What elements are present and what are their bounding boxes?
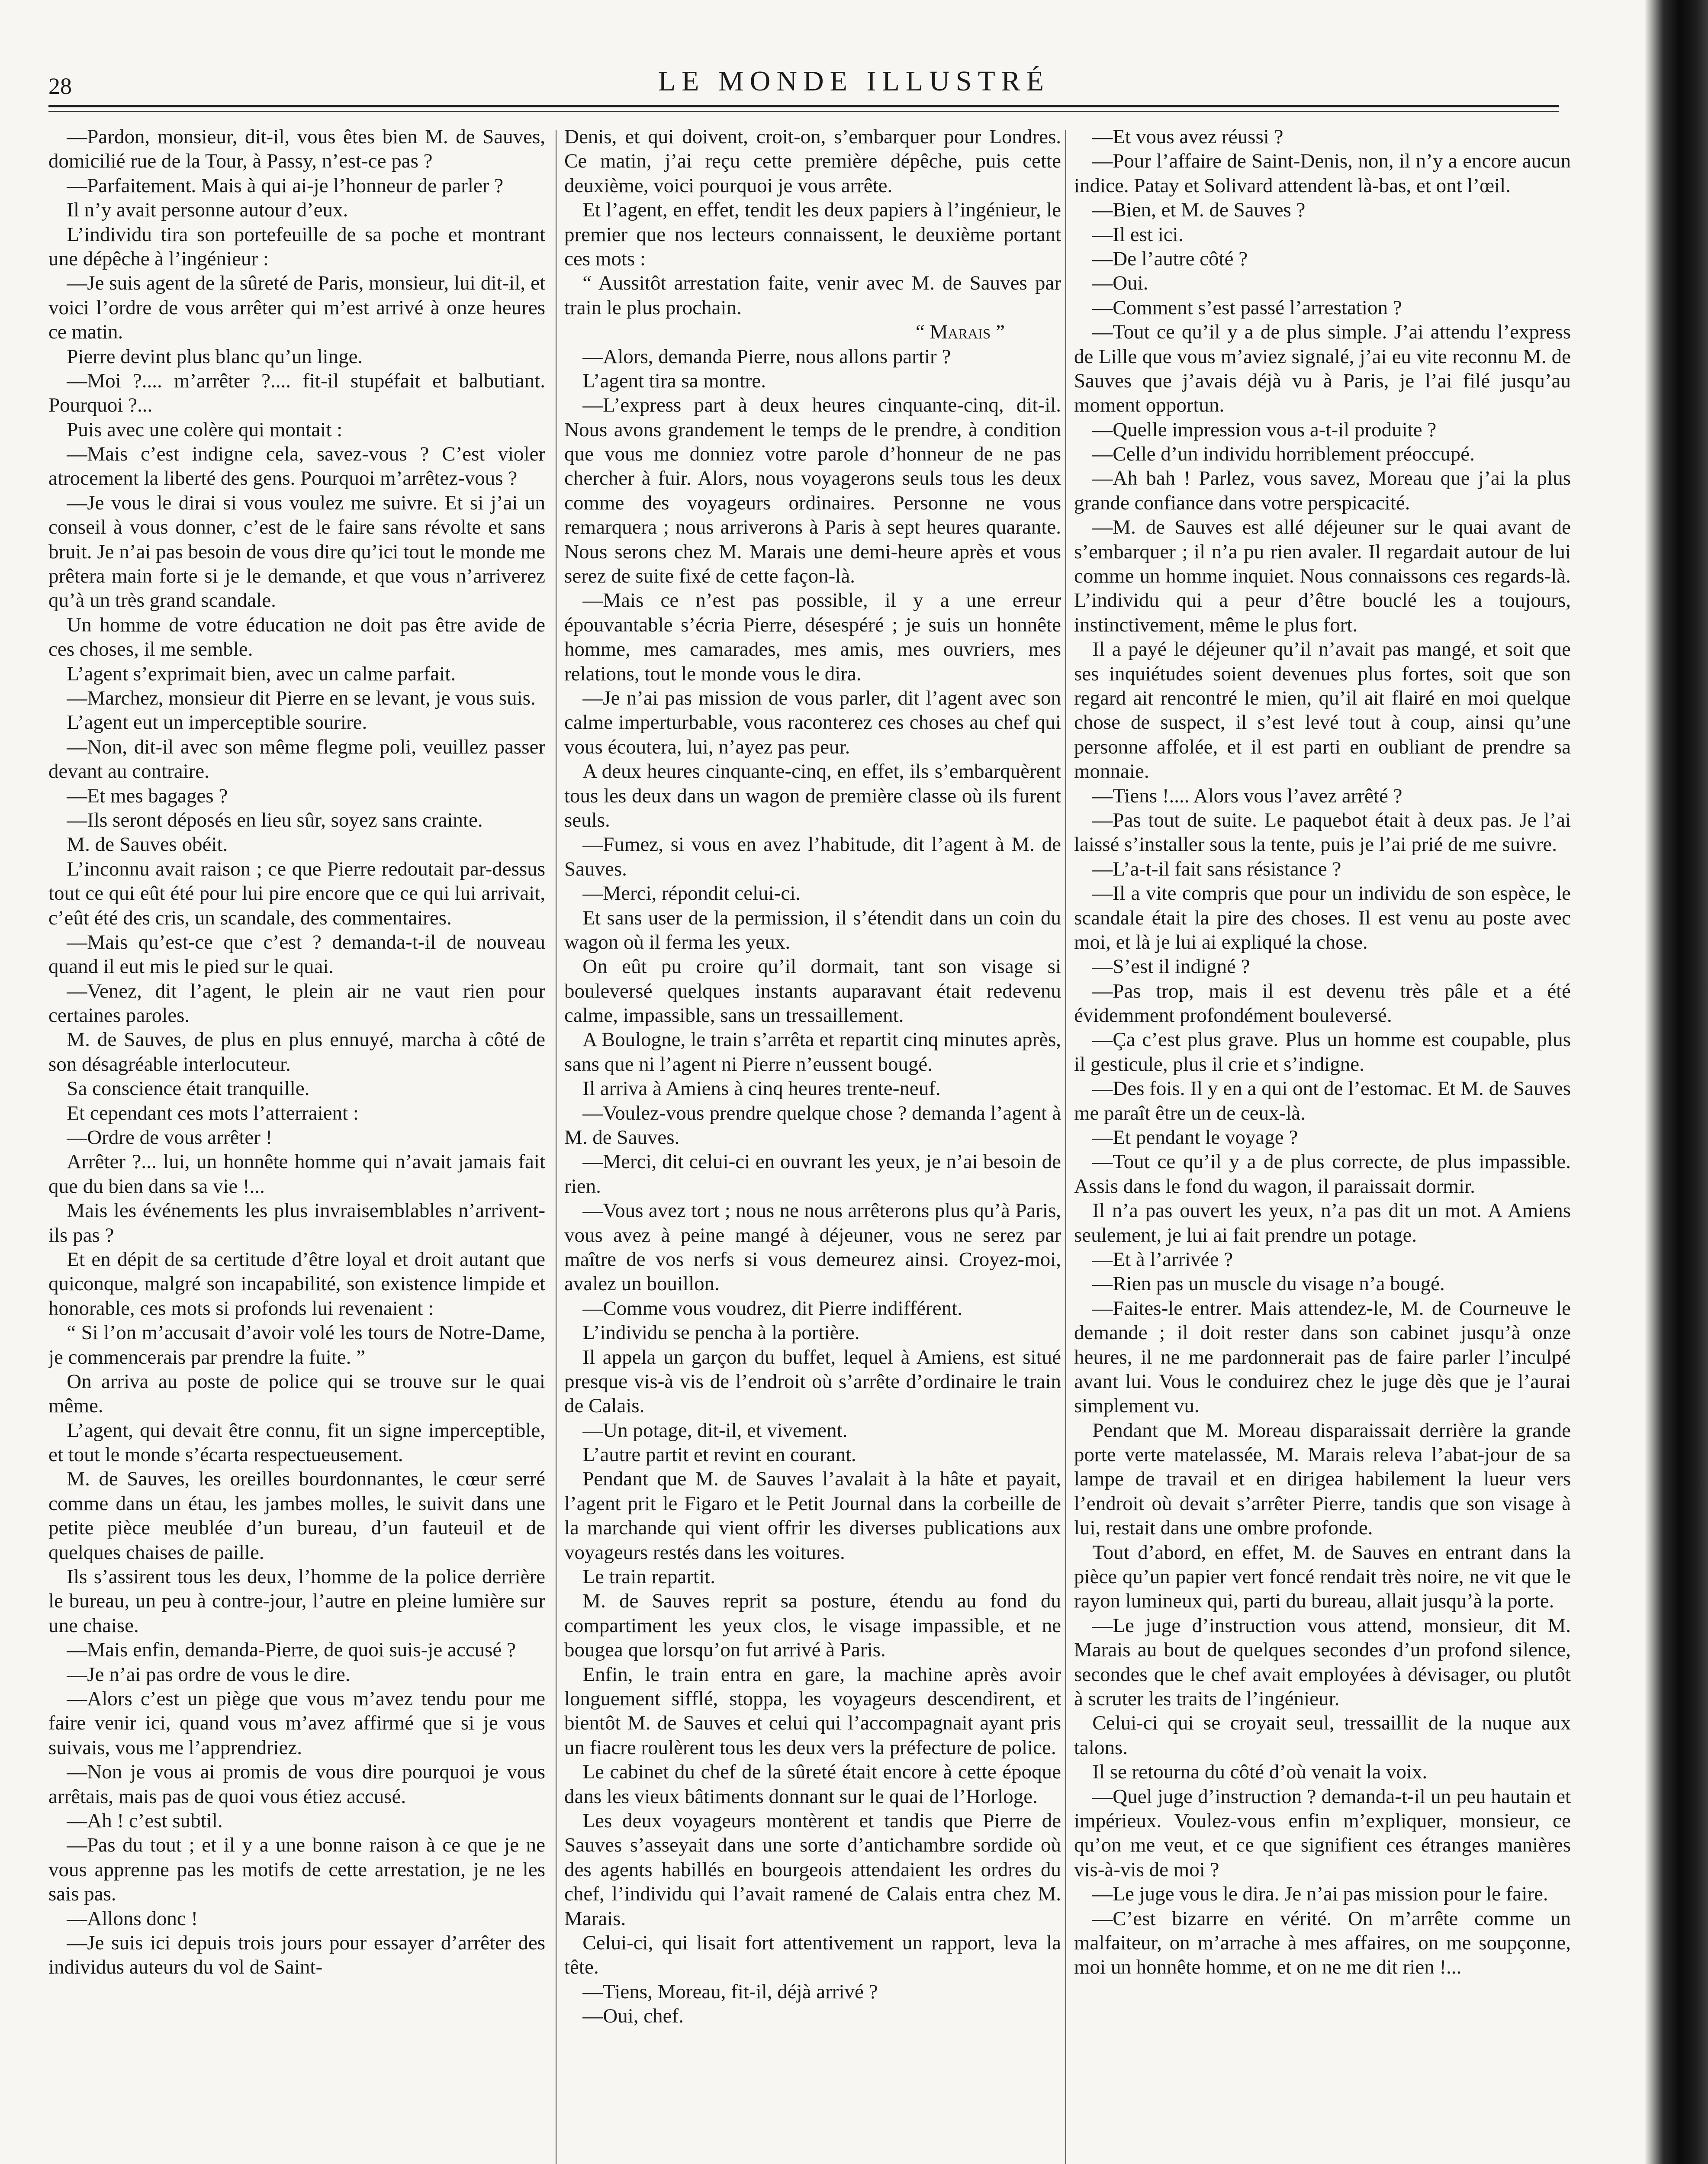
paragraph: —Ah ! c’est subtil.: [67, 1809, 223, 1832]
paragraph: —Le juge vous le dira. Je n’ai pas mission pour le faire.: [1092, 1883, 1548, 1906]
paragraph: Un homme de votre éducation ne doit pas être avide de ces choses, il me semble.: [48, 613, 545, 661]
paragraph: Sa conscience était tranquille.: [67, 1077, 310, 1100]
paragraph: Denis, et qui doivent, croit-on, s’embarquer pour Londres. Ce matin, j’ai reçu cette première dépêche, puis cette deuxième, voici pourquoi je vous arrête.: [564, 126, 1061, 197]
paragraph: L’agent tira sa montre.: [582, 369, 766, 392]
paragraph: M. de Sauves, de plus en plus ennuyé, marcha à côté de son désagréable interlocuteur.: [48, 1028, 545, 1076]
paragraph: Puis avec une colère qui montait :: [67, 418, 343, 441]
binding-gutter-shadow: [1644, 0, 1708, 2164]
paragraph: Il a payé le déjeuner qu’il n’avait pas mangé, et soit que ses inquiétudes soient devenues plus fortes, soit que son regard ait rencontré le mien, qu’il ait flairé en moi quelque chose de suspect, il s’est levé tout à coup, ainsi qu’une personne affolée, et il est parti en oubliant de prendre sa monnaie.: [1074, 638, 1571, 783]
paragraph: —Je n’ai pas mission de vous parler, dit l’agent avec son calme imperturbable, vous raconterez ces choses au chef qui vous écoutera, lui, n’ayez pas peur.: [564, 686, 1061, 758]
paragraph: —Alors c’est un piège que vous m’avez tendu pour me faire venir ici, quand vous m’avez affirmé que si je vous suivais, vous me l’apprendriez.: [48, 1687, 545, 1759]
paragraph: L’individu se pencha à la portière.: [582, 1321, 860, 1344]
paragraph: —Mais enfin, demanda-Pierre, de quoi suis-je accusé ?: [67, 1639, 516, 1662]
paragraph: On arriva au poste de police qui se trouve sur le quai même.: [48, 1370, 545, 1417]
paragraph: —L’express part à deux heures cinquante-cinq, dit-il. Nous avons grandement le temps de le prendre, à condition que vous me donniez votre parole d’honneur de ne pas chercher à fuir. Alors, nous voyagerons seuls tous les deux comme des voyageurs ordinaires. Personne ne vous remarquera ; nous arriverons à Paris à sept heures quarante. Nous serons chez M. Marais une demi-heure après et vous serez de suite fixé de cette façon-là.: [564, 394, 1061, 588]
paragraph: —Je suis agent de la sûreté de Paris, monsieur, lui dit-il, et voici l’ordre de vous arrêter qui m’est arrivé à onze heures ce matin.: [48, 272, 545, 344]
paragraph: —Quelle impression vous a-t-il produite ?: [1092, 418, 1437, 441]
paragraph: —Tiens !.... Alors vous l’avez arrêté ?: [1092, 784, 1402, 807]
paragraph: —Moi ?.... m’arrêter ?.... fit-il stupéfait et balbutiant. Pourquoi ?...: [48, 369, 545, 417]
masthead: LE MONDE ILLUSTRÉ: [658, 65, 1050, 97]
page-number: 28: [48, 73, 72, 99]
paragraph: M. de Sauves reprit sa posture, étendu au fond du compartiment les yeux clos, le visage impassible, et ne bougea que lorsqu’on fut arrivé à Paris.: [564, 1590, 1061, 1662]
paragraph: “ Aussitôt arrestation faite, venir avec M. de Sauves par train le plus prochain.: [564, 272, 1061, 319]
text-column-3: [1074, 125, 1571, 2164]
paragraph: —Mais c’est indigne cela, savez-vous ? C’est violer atrocement la liberté des gens. Pourquoi m’arrêtez-vous ?: [48, 443, 545, 490]
paragraph: Arrêter ?... lui, un honnête homme qui n’avait jamais fait que du bien dans sa vie !...: [48, 1150, 545, 1198]
paragraph: —Et à l’arrivée ?: [1092, 1248, 1233, 1271]
paragraph: —Voulez-vous prendre quelque chose ? demanda l’agent à M. de Sauves.: [564, 1101, 1061, 1149]
paragraph: —C’est bizarre en vérité. On m’arrête comme un malfaiteur, on m’arrache à mes affaires, on me soupçonne, moi un honnête homme, et on ne me dit rien !...: [1074, 1907, 1571, 1979]
paragraph: —L’a-t-il fait sans résistance ?: [1092, 857, 1341, 880]
paragraph: —Mais ce n’est pas possible, il y a une erreur épouvantable s’écria Pierre, désespéré ; je suis un honnête homme, mes camarades, mes amis, mes ouvriers, mes relations, tout le monde vous le dira.: [564, 589, 1061, 685]
paragraph: —Mais qu’est-ce que c’est ? demanda-t-il de nouveau quand il eut mis le pied sur le quai.: [48, 931, 545, 978]
paragraph: —Bien, et M. de Sauves ?: [1092, 199, 1306, 222]
paragraph: L’agent, qui devait être connu, fit un signe imperceptible, et tout le monde s’écarta respectueusement.: [48, 1419, 545, 1466]
paragraph: L’agent eut un imperceptible sourire.: [67, 711, 367, 734]
paragraph: —Pas trop, mais il est devenu très pâle et a été évidemment profondément bouleversé.: [1074, 979, 1571, 1027]
paragraph: —Vous avez tort ; nous ne nous arrêterons plus qu’à Paris, vous avez à peine mangé à déjeuner, vous ne serez par maître de vos nerfs si vous demeurez ainsi. Croyez-moi, avalez un bouillon.: [564, 1199, 1061, 1295]
paragraph: L’inconnu avait raison ; ce que Pierre redoutait par-dessus tout ce qui eût été pour lui pire encore que ce qui lui arrivait, c’eût été des cris, un scandale, des commentaires.: [48, 857, 545, 929]
paragraph: —Quel juge d’instruction ? demanda-t-il un peu hautain et impérieux. Voulez-vous enfin m’expliquer, monsieur, ce qu’on me veut, et ce que signifient ces étranges manières vis-à-vis de moi ?: [1074, 1785, 1571, 1881]
paragraph: —Pardon, monsieur, dit-il, vous êtes bien M. de Sauves, domicilié rue de la Tour, à Passy, n’est-ce pas ?: [48, 126, 545, 173]
paragraph: On eût pu croire qu’il dormait, tant son visage si bouleversé quelques instants auparavant était redevenu calme, impassible, sans un tressaillement.: [564, 955, 1061, 1027]
paragraph: “ Si l’on m’accusait d’avoir volé les tours de Notre-Dame, je commencerais par prendre la fuite. ”: [48, 1321, 545, 1369]
paragraph: —De l’autre côté ?: [1092, 247, 1248, 270]
paragraph: —Merci, dit celui-ci en ouvrant les yeux, je n’ai besoin de rien.: [564, 1150, 1061, 1198]
paragraph: —Des fois. Il y en a qui ont de l’estomac. Et M. de Sauves me paraît être un de ceux-là.: [1074, 1077, 1571, 1124]
paragraph: “ Marais ”: [915, 321, 1005, 344]
paragraph: Enfin, le train entra en gare, la machine après avoir longuement sifflé, stoppa, les voyageurs descendirent, et bientôt M. de Sauves et celui qui l’accompagnait ayant pris un fiacre roulèrent tous les deux vers la préfecture de police.: [564, 1663, 1061, 1759]
header-rule-thick: [48, 105, 1559, 107]
paragraph: —Parfaitement. Mais à qui ai-je l’honneur de parler ?: [67, 174, 504, 197]
paragraph: M. de Sauves obéit.: [67, 833, 228, 856]
paragraph: —M. de Sauves est allé déjeuner sur le quai avant de s’embarquer ; il n’a pu rien avaler. Il regardait autour de lui comme un homme inquiet. Nous connaissons ces regards-là. L’individu qui a peur d’être bouclé les a toujours, instinctivement, même le plus fort.: [1074, 516, 1571, 636]
paragraph: —Marchez, monsieur dit Pierre en se levant, je vous suis.: [67, 686, 536, 709]
text-column-2: [564, 125, 1061, 2164]
paragraph: L’agent s’exprimait bien, avec un calme parfait.: [67, 662, 456, 685]
paragraph: —Rien pas un muscle du visage n’a bougé.: [1092, 1272, 1445, 1295]
paragraph: —Alors, demanda Pierre, nous allons partir ?: [582, 345, 951, 368]
paragraph: —Pas tout de suite. Le paquebot était à deux pas. Je l’ai laissé s’installer sous la tente, puis je l’ai prié de me suivre.: [1074, 808, 1571, 856]
paragraph: —Et mes bagages ?: [67, 784, 228, 807]
paragraph: A deux heures cinquante-cinq, en effet, ils s’embarquèrent tous les deux dans un wagon de première classe où ils furent seuls.: [564, 760, 1061, 831]
paragraph: —Merci, répondit celui-ci.: [582, 882, 801, 905]
paragraph: Il n’a pas ouvert les yeux, n’a pas dit un mot. A Amiens seulement, je lui ai fait prendre un potage.: [1074, 1199, 1571, 1246]
paragraph: —Celle d’un individu horriblement préoccupé.: [1092, 443, 1475, 466]
paragraph: —Tiens, Moreau, fit-il, déjà arrivé ?: [582, 1980, 878, 2003]
paragraph: —Tout ce qu’il y a de plus simple. J’ai attendu l’express de Lille que vous m’aviez signalé, j’ai eu vite reconnu M. de Sauves que j’avais déjà vu à Paris, je l’ai filé jusqu’au moment opportun.: [1074, 321, 1571, 417]
paragraph: M. de Sauves, les oreilles bourdonnantes, le cœur serré comme dans un étau, les jambes molles, le suivit dans une petite pièce meublée d’un bureau, d’un fauteuil et de quelques chaises de paille.: [48, 1468, 545, 1564]
paragraph: Pendant que M. de Sauves l’avalait à la hâte et payait, l’agent prit le Figaro et le Petit Journal dans la corbeille de la marchande qui vient offrir les diverses publications aux voyageurs restés dans les voitures.: [564, 1468, 1061, 1564]
paragraph: Et cependant ces mots l’atterraient :: [67, 1101, 359, 1124]
paragraph: —Il est ici.: [1092, 223, 1184, 246]
paragraph: Le cabinet du chef de la sûreté était encore à cette époque dans les vieux bâtiments donnant sur le quai de l’Horloge.: [564, 1761, 1061, 1808]
paragraph: —Un potage, dit-il, et vivement.: [582, 1419, 848, 1442]
paragraph: —Le juge d’instruction vous attend, monsieur, dit M. Marais au bout de quelques secondes d’un profond silence, secondes que le chef avait employées à dévisager, ou plutôt à scruter les traits de l’ingénieur.: [1074, 1614, 1571, 1710]
paragraph: Les deux voyageurs montèrent et tandis que Pierre de Sauves s’asseyait dans une sorte d’antichambre sordide où des agents habillés en bourgeois attendaient les ordres du chef, l’individu qui l’avait ramené de Calais entra chez M. Marais.: [564, 1809, 1061, 1930]
paragraph: Et l’agent, en effet, tendit les deux papiers à l’ingénieur, le premier que nos lecteurs connaissent, le deuxième portant ces mots :: [564, 199, 1061, 270]
paragraph: —Je n’ai pas ordre de vous le dire.: [67, 1663, 351, 1686]
paragraph: —Je suis ici depuis trois jours pour essayer d’arrêter des individus auteurs du vol de Saint-: [48, 1931, 545, 1979]
paragraph: —Venez, dit l’agent, le plein air ne vaut rien pour certaines paroles.: [48, 979, 545, 1027]
paragraph: —Comment s’est passé l’arrestation ?: [1092, 296, 1402, 319]
paragraph: Pendant que M. Moreau disparaissait derrière la grande porte verte matelassée, M. Marais releva l’abat-jour de sa lampe de travail et en dirigea habilement la lueur vers l’endroit où devait s’arrêter Pierre, tandis que son visage à lui, restait dans une ombre profonde.: [1074, 1419, 1571, 1539]
paragraph: —Oui.: [1092, 272, 1148, 295]
paragraph: Il appela un garçon du buffet, lequel à Amiens, est situé presque vis-à vis de l’endroit où s’arrête d’ordinaire le train de Calais.: [564, 1346, 1061, 1417]
paragraph: —Comme vous voudrez, dit Pierre indifférent.: [582, 1297, 962, 1320]
paragraph: —Allons donc !: [67, 1907, 198, 1930]
paragraph: —Ordre de vous arrêter !: [67, 1126, 273, 1149]
paragraph: Tout d’abord, en effet, M. de Sauves en entrant dans la pièce qu’un papier vert foncé rendait très noire, ne vit que le rayon lumineux qui, parti du bureau, allait jusqu’à la porte.: [1074, 1541, 1571, 1613]
paragraph: —Non, dit-il avec son même flegme poli, veuillez passer devant au contraire.: [48, 735, 545, 783]
paragraph: Il arriva à Amiens à cinq heures trente-neuf.: [582, 1077, 941, 1100]
paragraph: —Ça c’est plus grave. Plus un homme est coupable, plus il gesticule, plus il crie et s’indigne.: [1074, 1028, 1571, 1076]
paragraph: —S’est il indigné ?: [1092, 955, 1250, 978]
paragraph: A Boulogne, le train s’arrêta et repartit cinq minutes après, sans que ni l’agent ni Pierre n’eussent bougé.: [564, 1028, 1061, 1076]
paragraph: —Pas du tout ; et il y a une bonne raison à ce que je ne vous apprenne pas les motifs de cette arrestation, je ne les sais pas.: [48, 1834, 545, 1906]
paragraph: —Ils seront déposés en lieu sûr, soyez sans crainte.: [67, 808, 483, 831]
paragraph: —Pour l’affaire de Saint-Denis, non, il n’y a encore aucun indice. Patay et Solivard attendent là-bas, et ont l’œil.: [1074, 150, 1571, 197]
paragraph: —Je vous le dirai si vous voulez me suivre. Et si j’ai un conseil à vous donner, c’est de le faire sans révolte et sans bruit. Je n’ai pas besoin de vous dire qu’ici tout le monde me prêtera main forte si je le demande, et que vous n’arriverez qu’à un très grand scandale.: [48, 491, 545, 612]
paragraph: Le train repartit.: [582, 1565, 715, 1588]
paragraph: Celui-ci, qui lisait fort attentivement un rapport, leva la tête.: [564, 1931, 1061, 1979]
column-divider: [1065, 130, 1066, 2164]
paragraph: Il n’y avait personne autour d’eux.: [67, 199, 348, 222]
paragraph: —Ah bah ! Parlez, vous savez, Moreau que j’ai la plus grande confiance dans votre perspicacité.: [1074, 467, 1571, 514]
paragraph: —Tout ce qu’il y a de plus correcte, de plus impassible. Assis dans le fond du wagon, il paraissait dormir.: [1074, 1150, 1571, 1198]
paragraph: Il se retourna du côté d’où venait la voix.: [1092, 1761, 1428, 1784]
paragraph: —Non je vous ai promis de vous dire pourquoi je vous arrêtais, mais pas de quoi vous étiez accusé.: [48, 1761, 545, 1808]
paragraph: Et sans user de la permission, il s’étendit dans un coin du wagon où il ferma les yeux.: [564, 906, 1061, 953]
paragraph: Ils s’assirent tous les deux, l’homme de la police derrière le bureau, un peu à contre-jour, l’autre en pleine lumière sur une chaise.: [48, 1565, 545, 1637]
paragraph: —Fumez, si vous en avez l’habitude, dit l’agent à M. de Sauves.: [564, 833, 1061, 880]
paragraph: Celui-ci qui se croyait seul, tressaillit de la nuque aux talons.: [1074, 1712, 1571, 1759]
paragraph: L’autre partit et revint en courant.: [582, 1443, 856, 1466]
paragraph: —Il a vite compris que pour un individu de son espèce, le scandale était la pire des choses. Il est venu au poste avec moi, et là je lui ai expliqué la chose.: [1074, 882, 1571, 953]
header-rule-thin: [48, 111, 1559, 112]
paragraph: Et en dépit de sa certitude d’être loyal et droit autant que quiconque, malgré son incapabilité, son existence limpide et honorable, ces mots si profonds lui revenaient :: [48, 1248, 545, 1320]
paragraph: —Faites-le entrer. Mais attendez-le, M. de Courneuve le demande ; il doit rester dans son cabinet jusqu’à onze heures, il ne me pardonnerait pas de faire parler l’inculpé avant lui. Vous le conduirez chez le juge dès que je l’aurai simplement vu.: [1074, 1297, 1571, 1417]
paragraph: Pierre devint plus blanc qu’un linge.: [67, 345, 363, 368]
paragraph: —Oui, chef.: [582, 2005, 684, 2028]
paragraph: L’individu tira son portefeuille de sa poche et montrant une dépêche à l’ingénieur :: [48, 223, 545, 270]
text-column-1: [48, 125, 545, 2164]
paragraph: Mais les événements les plus invraisemblables n’arrivent-ils pas ?: [48, 1199, 545, 1246]
paragraph: —Et pendant le voyage ?: [1092, 1126, 1298, 1149]
paragraph: —Et vous avez réussi ?: [1092, 126, 1283, 148]
